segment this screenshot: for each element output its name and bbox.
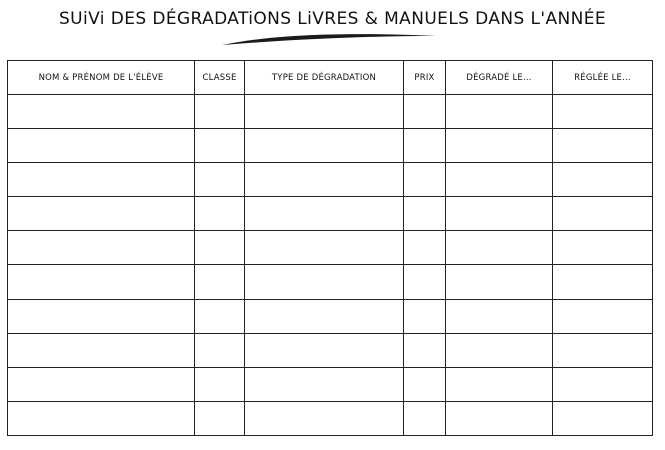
cell-student-name[interactable] (8, 401, 195, 435)
cell-student-name[interactable] (8, 129, 195, 163)
cell-student-name[interactable] (8, 163, 195, 197)
cell-price[interactable] (404, 129, 446, 163)
cell-price[interactable] (404, 95, 446, 129)
cell-damaged-on[interactable] (446, 401, 553, 435)
table-row (8, 333, 653, 367)
cell-damaged-on[interactable] (446, 299, 553, 333)
cell-class[interactable] (195, 265, 245, 299)
cell-price[interactable] (404, 265, 446, 299)
cell-class[interactable] (195, 163, 245, 197)
cell-damaged-on[interactable] (446, 95, 553, 129)
cell-paid-on[interactable] (553, 367, 653, 401)
cell-paid-on[interactable] (553, 265, 653, 299)
cell-price[interactable] (404, 333, 446, 367)
cell-damaged-on[interactable] (446, 129, 553, 163)
cell-damage-type[interactable] (245, 95, 404, 129)
cell-student-name[interactable] (8, 367, 195, 401)
cell-damaged-on[interactable] (446, 197, 553, 231)
cell-student-name[interactable] (8, 197, 195, 231)
cell-damage-type[interactable] (245, 401, 404, 435)
cell-damaged-on[interactable] (446, 163, 553, 197)
table-row (8, 299, 653, 333)
cell-damaged-on[interactable] (446, 265, 553, 299)
cell-paid-on[interactable] (553, 129, 653, 163)
cell-damage-type[interactable] (245, 197, 404, 231)
cell-paid-on[interactable] (553, 299, 653, 333)
cell-damage-type[interactable] (245, 265, 404, 299)
cell-paid-on[interactable] (553, 95, 653, 129)
table-header-row (8, 61, 653, 95)
header-damaged-on: DÉGRADÉ LE... (446, 61, 553, 95)
cell-price[interactable] (404, 197, 446, 231)
cell-class[interactable] (195, 95, 245, 129)
cell-damage-type[interactable] (245, 163, 404, 197)
cell-class[interactable] (195, 231, 245, 265)
cell-damage-type[interactable] (245, 129, 404, 163)
cell-price[interactable] (404, 401, 446, 435)
cell-damaged-on[interactable] (446, 231, 553, 265)
cell-damage-type[interactable] (245, 299, 404, 333)
cell-class[interactable] (195, 367, 245, 401)
cell-paid-on[interactable] (553, 197, 653, 231)
cell-damaged-on[interactable] (446, 367, 553, 401)
cell-paid-on[interactable] (553, 231, 653, 265)
header-price: PRIX (404, 61, 446, 95)
cell-damage-type[interactable] (245, 333, 404, 367)
cell-price[interactable] (404, 299, 446, 333)
cell-student-name[interactable] (8, 333, 195, 367)
table-row (8, 129, 653, 163)
table-row (8, 367, 653, 401)
cell-price[interactable] (404, 367, 446, 401)
cell-class[interactable] (195, 333, 245, 367)
header-paid-on: RÉGLÉE LE... (553, 61, 653, 95)
cell-class[interactable] (195, 129, 245, 163)
cell-paid-on[interactable] (553, 163, 653, 197)
table-row (8, 265, 653, 299)
page-title: SUiVi DES DÉGRADATiONS LiVRES & MANUELS DANS L'ANNÉE (58, 9, 607, 29)
header-class: CLASSE (195, 61, 245, 95)
cell-price[interactable] (404, 231, 446, 265)
cell-class[interactable] (195, 197, 245, 231)
table-row (8, 231, 653, 265)
header-damage-type: TYPE DE DÉGRADATION (245, 61, 404, 95)
title-swoosh-decoration (220, 30, 440, 50)
table-row (8, 95, 653, 129)
table-row (8, 401, 653, 435)
degradation-tracking-table (7, 60, 653, 436)
cell-paid-on[interactable] (553, 333, 653, 367)
header-student-name: NOM & PRÉNOM DE L'ÉLÈVE (8, 61, 195, 95)
cell-paid-on[interactable] (553, 401, 653, 435)
cell-damage-type[interactable] (245, 231, 404, 265)
table-row (8, 197, 653, 231)
cell-student-name[interactable] (8, 265, 195, 299)
cell-class[interactable] (195, 299, 245, 333)
cell-damage-type[interactable] (245, 367, 404, 401)
cell-student-name[interactable] (8, 231, 195, 265)
table-row (8, 163, 653, 197)
cell-damaged-on[interactable] (446, 333, 553, 367)
cell-student-name[interactable] (8, 95, 195, 129)
cell-price[interactable] (404, 163, 446, 197)
cell-class[interactable] (195, 401, 245, 435)
cell-student-name[interactable] (8, 299, 195, 333)
table-body (8, 95, 653, 436)
